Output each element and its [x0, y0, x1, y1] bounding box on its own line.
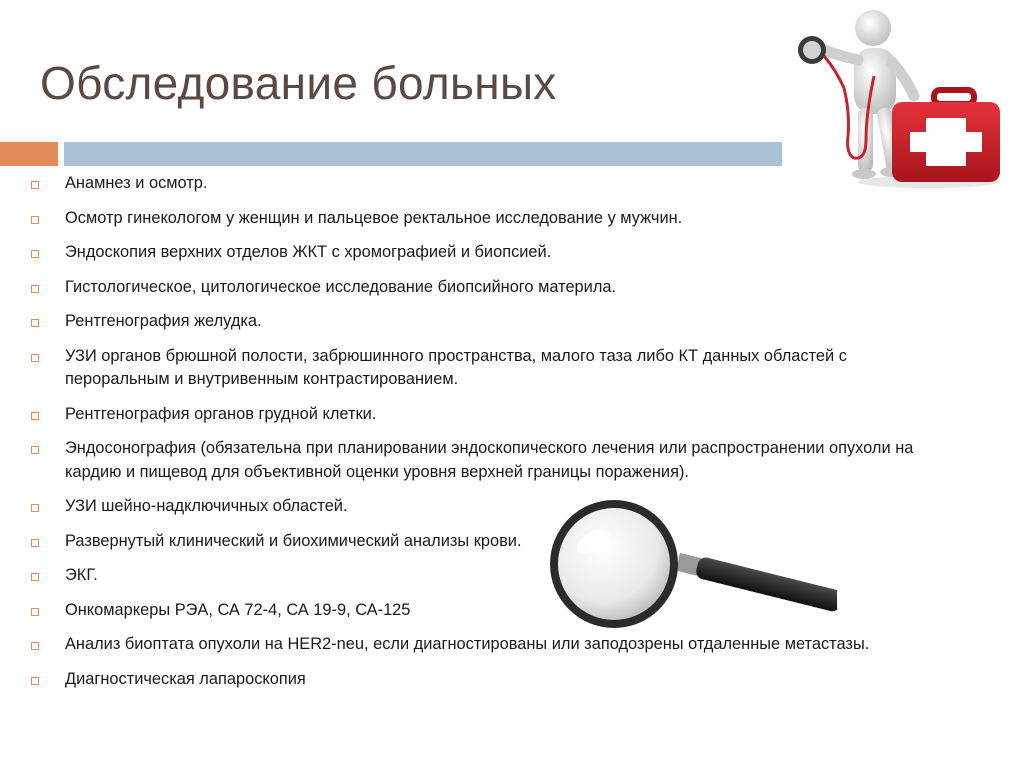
bullet-icon — [31, 412, 39, 420]
list-item-text: Осмотр гинекологом у женщин и пальцевое ректальное исследование у мужчин. — [65, 208, 683, 227]
bullet-icon — [31, 539, 39, 547]
bullet-icon — [31, 285, 39, 293]
bullet-icon — [31, 677, 39, 685]
list-item-text: Эндоскопия верхних отделов ЖКТ с хромографией и биопсией. — [65, 243, 552, 261]
bullet-icon — [31, 216, 39, 224]
bullet-icon — [31, 181, 39, 189]
doctor-with-stethoscope-and-first-aid-kit-icon — [788, 4, 1002, 190]
list-item — [28, 310, 928, 334]
list-item-text: Рентгенография органов грудной клетки. — [65, 404, 377, 423]
list-item — [28, 345, 928, 392]
list-item-text: УЗИ органов брюшной полости, забрюшинного пространства, малого таза либо КТ данных областей с пероральным и внутривенным контрастированием. — [65, 346, 847, 388]
bullet-icon — [31, 250, 39, 258]
magnifying-glass-icon — [545, 498, 837, 646]
list-item — [28, 241, 928, 265]
bullet-icon — [31, 354, 39, 362]
list-item-text: Онкомаркеры РЭА, СА 72-4, СА 19-9, СА-125 — [65, 600, 411, 619]
bullet-icon — [31, 608, 39, 616]
bullet-icon — [31, 446, 39, 454]
bullet-icon — [31, 504, 39, 512]
list-item — [28, 437, 928, 484]
list-item-text: Диагностическая лапароскопия — [65, 669, 306, 688]
list-item — [28, 668, 928, 692]
bullet-icon — [31, 319, 39, 327]
list-item — [28, 276, 928, 300]
list-item-text: Развернутый клинический и биохимический анализы крови. — [65, 531, 522, 550]
slide-title: Обследование больных — [40, 57, 557, 109]
accent-bar-orange — [0, 142, 58, 166]
list-item-text: ЭКГ. — [65, 566, 98, 584]
bullet-icon — [31, 642, 39, 650]
list-item-text: Гистологическое, цитологическое исследование биопсийного материла. — [65, 277, 617, 296]
list-item — [28, 207, 928, 231]
list-item-text: Анализ биоптата опухоли на HER2-neu, если диагностированы или заподозрены отдаленные метастазы. — [65, 635, 870, 653]
list-item-text: Анамнез и осмотр. — [65, 174, 208, 192]
list-item-text: Рентгенография желудка. — [65, 312, 262, 330]
bullet-icon — [31, 573, 39, 581]
list-item-text: Эндосонография (обязательна при планировании эндоскопического лечения или распространении опухоли на кардию и пищевод для объективной оценки уровня верхней границы поражения). — [65, 439, 914, 481]
accent-bar-blue — [64, 142, 782, 166]
list-item-text: УЗИ шейно-надключичных областей. — [65, 497, 348, 515]
list-item — [28, 403, 928, 427]
